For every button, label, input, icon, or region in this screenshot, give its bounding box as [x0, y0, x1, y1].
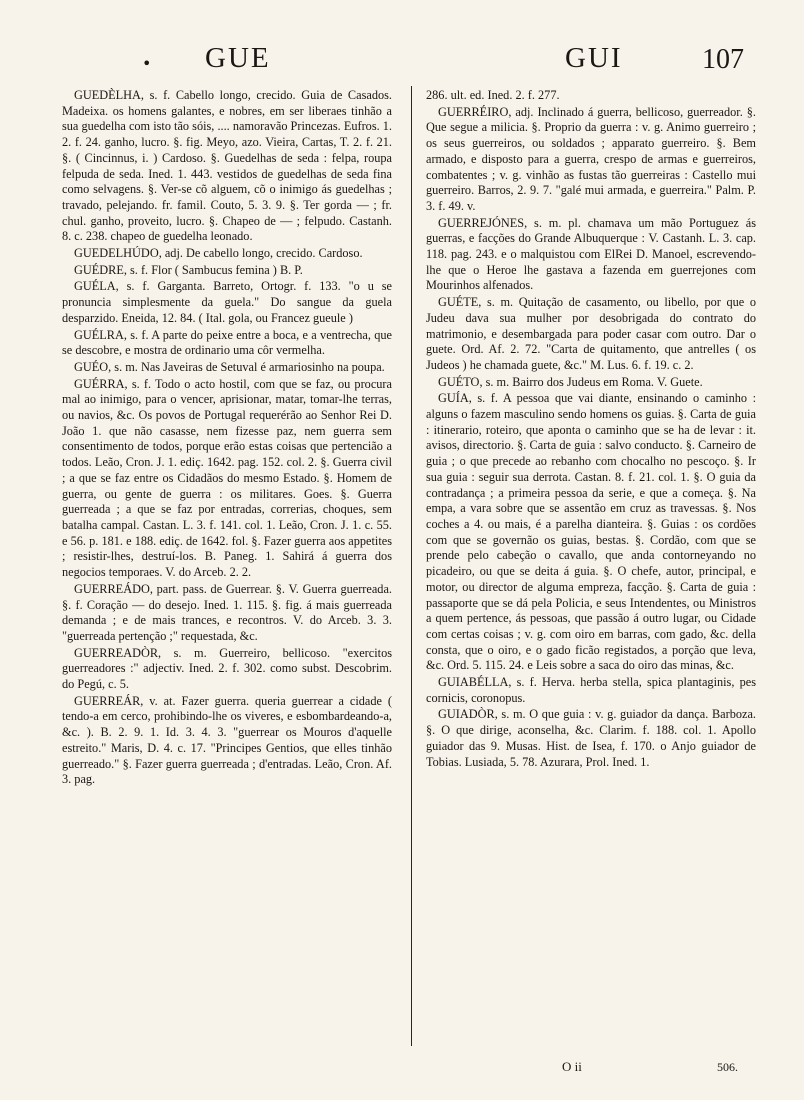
dictionary-entry: GUIADÒR, s. m. O que guia : v. g. guiador da dança. Barboza. §. O que dirige, aconselha, &c. Clarim. f. 188. col. 1. Apollo guiador das 9. Musas. Hist. de Isea, f. 170. o Anjo guiador de Tobias. Lusiada, 5. 78. Azurara, Prol. Ined. 1. [426, 707, 756, 769]
dictionary-entry: GUEDELHÚDO, adj. De cabello longo, crecido. Cardoso. [74, 246, 363, 261]
running-head-left: GUE [205, 42, 271, 74]
dictionary-entry: GUERREÁR, v. at. Fazer guerra. queria guerrear a cidade ( tendo-a em cerco, prohibindo-lhe os viveres, e esbombardeando-a, &c. ). B. 2. 9. 1. Id. 3. 4. 3. "guerrear os Mouros d'aquelle estreito." Maris, D. 4. c. 17. "Principes Gentios, que elles tinhão guerreado." §. Fazer guerra guerreada ; d'entradas. Leão, Cron. Af. 3. pag. [62, 693, 392, 787]
left-column [62, 88, 392, 789]
signature-mark: 506. [717, 1060, 738, 1074]
dictionary-entry: GUEDÈLHA, s. f. Cabello longo, crecido. Guia de Casados. Madeixa. os homens galantes, e nobres, em ser liberaes tinhão a sua guedelha com isto tão sóis, .... namoravão Princezas. Eufros. 1. 2. f. 24. ganho, lucro. §. fig. Meyo, azo. Vieira, Cartas, T. 2. f. 21. §. ( Cincinnus, i. ) Cardoso. §. Guedelhas de seda : felpa, roupa felpuda de seda. Ined. 1. 443. vestidos de guedelhas de seda fina como selvagens. §. Ver-se cõ alguem, cõ o inimigo ás guedelhas ; travado, pelejando. fr. famil. Couto, 5. 3. 9. §. Ter gorda — ; fr. chul. ganho, proveito, lucro. §. Chapeo de — ; felpudo. Castanh. 8. c. 238. chapeo de guedelha leonado. [62, 88, 392, 244]
dictionary-entry: GUÉDRE, s. f. Flor ( Sambucus femina ) B. P. [74, 262, 303, 277]
dictionary-entry: GUERREADÒR, s. m. Guerreiro, bellicoso. "exercitos guerreadores :" adjectiv. Ined. 2. f. 302. como subst. Descobrim. do Pegú, c. 5. [62, 645, 392, 692]
dictionary-entry: GUERREÁDO, part. pass. de Guerrear. §. V. Guerra guerreada. §. f. Coração — do desejo. Ined. 1. 115. §. fig. á mais guerreada demanda ; e de mais trances, e recontros. V. do Arceb. 3. 3. "guerreada pertenção ;" requestada, &c. [62, 581, 392, 643]
column-rule [411, 86, 412, 1046]
running-head [60, 42, 744, 86]
dictionary-entry: GUÉO, s. m. Nas Javeiras de Setuval é armariosinho na poupa. [74, 359, 385, 374]
dictionary-entry: GUÉTE, s. m. Quitação de casamento, ou libello, por que o Judeu dava sua mulher por desobrigada do contrato do matrimonio, e desembargada para poder casar com outro. Dar o guete. Ord. Af. 2. 72. "Carta de quitamento, que antrelles ( os Judeos ) he chamada guete, &c." M. Lus. 6. f. 19. c. 2. [426, 295, 756, 372]
dictionary-entry: GUÉRRA, s. f. Todo o acto hostil, com que se faz, ou procura mal ao inimigo, para o vencer, aprisionar, matar, tomar-lhe terras, ou navios, &c. Os povos de Portugal requerérão ao Senhor Rei D. João 1. que não casasse, nem fizesse paz, nem guerra sem consentimento de todos, porque erão estas coisas que pertencião a todos. Leão, Cron. J. 1. ediç. 1642. pag. 152. col. 2. §. Guerra civil ; a que se faz entre os Cidadãos do mesmo Estado. §. Homem de guerra, ou gente de guerra : os militares. Goes. §. Guerra guerreada ; a que se faz por entradas, correrias, choques, sem batalha campal. Castan. L. 3. f. 141. col. 1. Leão, Cron. J. 1. c. 55. e 56. p. 181. e 188. ediç. de 1642. fol. §. Fazer guerra aos appetites ; resistir-lhes, destruí-los. B. Paneg. 1. Sahirá á guerra dos negocios temporaes. V. do Arceb. 2. 2. [62, 376, 392, 580]
dictionary-entry: GUÉTO, s. m. Bairro dos Judeus em Roma. V. Guete. [438, 374, 703, 389]
dictionary-entry: GUIABÉLLA, s. f. Herva. herba stella, spica plantaginis, pes cornicis, coronopus. [426, 675, 756, 705]
head-bullet: • [142, 54, 152, 73]
dictionary-entry: GUERRÉIRO, adj. Inclinado á guerra, bellicoso, guerreador. §. Que segue a milicia. §. Proprio da guerra : v. g. Animo guerreiro ; os seus guerreiros, ou soldados ; apparato guerreiro. §. Bem armado, e disposto para a guerra, crespo de armas e guerreiros, combatentes ; v. g. vinhão as fustas tão guerreiras : Castello mui guerreiro. Barros, 2. 9. 7. "galé mui armada, e guerreira." Palm. P. 3. f. 49. v. [426, 104, 756, 213]
catchword: O ii [562, 1059, 582, 1074]
dictionary-entry: GUÉLA, s. f. Garganta. Barreto, Ortogr. f. 133. "o u se pronuncia simplesmente da guela." Do sangue da guela desparzido. Eneida, 12. 84. ( Ital. gola, ou Francez gueule ) [62, 279, 392, 325]
page-number: 107 [702, 44, 744, 75]
dictionary-entry: 286. ult. ed. Ined. 2. f. 277. [426, 88, 560, 102]
dictionary-entry: GUÉLRA, s. f. A parte do peixe entre a boca, e a ventrecha, que se descobre, e mostra de ordinario uma côr vermelha. [62, 327, 392, 358]
right-column [426, 88, 756, 771]
dictionary-entry: GUERREJÓNES, s. m. pl. chamava um mão Portuguez ás guerras, e facções do Grande Albuquerque : V. Castanh. L. 3. cap. 118. pag. 243. e o malquistou com ElRei D. Manoel, escrevendo-lhe que o Heroe lhe gastava a fazenda em guerrejones com Mourinhos alfenados. [426, 215, 756, 293]
running-head-right: GUI [565, 42, 623, 74]
dictionary-entry: GUÍA, s. f. A pessoa que vai diante, ensinando o caminho : alguns o fazem masculino sendo homens os guias. §. Carta de guia : itinerario, roteiro, que aponta o caminho que se ha de levar : it. avisos, directorio. §. Carta de guia : salvo conducto. §. Carneiro de guia ; o que precede ao rebanho com chocalho no pescoço. §. Ir sua guia : seguir sua derrota. Castan. 8. f. 21. col. 1. §. O guia da contradança ; a primeira pessoa da serie, e que a começa. §. Na empa, a vara sobre que se assentão em cruz as travessas. §. Nos coches a 4. ou mais, é a parelha dianteira. §. Guias : os cordões com que se governão os guias, bestas. §. Cordão, com que se prende pelo cabeção o cavallo, que anda contorneyando no picadeiro, ou que se deita á guia. §. O chefe, autor, principal, e motor, ou director de alguma empreza, facção. §. Carta de guia : passaporte que se dá pela Policia, e seus Intendentes, ou Ministros a quem pertence, ás pessoas, que passão á outro lugar, ou Cidade com certas coisas ; v. g. com oiro em barras, com gado, &c. della consta, que o oiro, e o gado ficão registados, a porção que leva, &c. Ord. 5. 115. 24. e Leis sobre a saca do oiro das minas, &c. [426, 391, 756, 673]
